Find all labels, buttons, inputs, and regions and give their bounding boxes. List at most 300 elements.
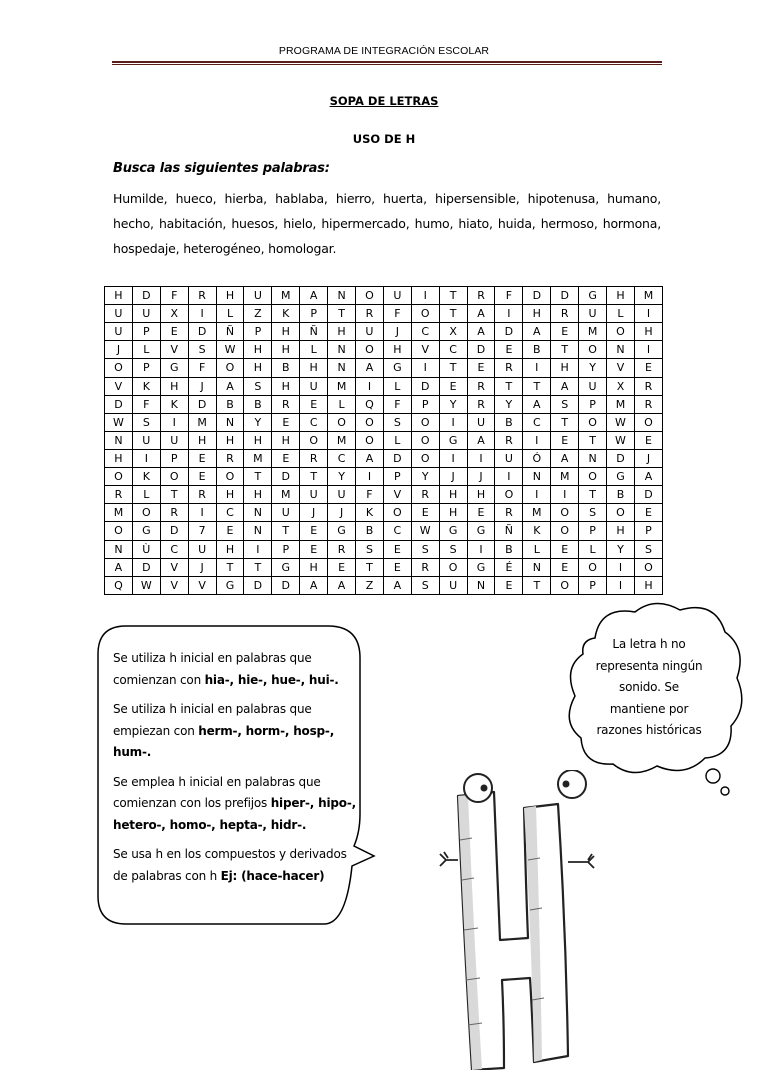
grid-cell: R [216,449,244,467]
grid-cell: B [523,341,551,359]
grid-cell: L [579,540,607,558]
grid-cell: P [132,359,160,377]
grid-cell: R [467,395,495,413]
grid-cell: T [495,377,523,395]
grid-cell: R [411,486,439,504]
grid-cell: U [300,377,328,395]
grid-cell: I [439,449,467,467]
grid-cell: J [188,558,216,576]
grid-cell: N [607,341,635,359]
grid-cell: F [383,395,411,413]
grid-cell: I [244,540,272,558]
grid-cell: O [105,522,133,540]
grid-cell: U [160,431,188,449]
grid-cell: O [356,431,384,449]
grid-cell: H [216,287,244,305]
grid-cell: A [467,305,495,323]
grid-cell: O [579,341,607,359]
grid-cell: R [467,287,495,305]
grid-cell: G [160,359,188,377]
grid-cell: Q [105,576,133,594]
grid-cell: E [495,576,523,594]
grid-cell: Y [411,468,439,486]
grid-cell: G [216,576,244,594]
grid-cell: Ñ [495,522,523,540]
grid-cell: A [551,377,579,395]
grid-cell: N [105,540,133,558]
grid-cell: M [272,287,300,305]
grid-cell: T [551,341,579,359]
grid-cell: S [411,576,439,594]
grid-cell: R [272,395,300,413]
grid-cell: O [495,486,523,504]
grid-cell: C [523,413,551,431]
grid-cell: J [467,468,495,486]
grid-cell: O [356,287,384,305]
grid-cell: D [105,395,133,413]
grid-cell: I [523,359,551,377]
grid-cell: M [634,287,662,305]
grid-cell: E [188,468,216,486]
grid-cell: I [439,413,467,431]
grid-cell: O [216,359,244,377]
grid-cell: H [300,558,328,576]
grid-cell: H [328,323,356,341]
grid-cell: A [467,431,495,449]
grid-cell: S [439,540,467,558]
grid-cell: C [439,341,467,359]
grid-cell: U [132,305,160,323]
grid-cell: Y [579,359,607,377]
grid-cell: O [551,522,579,540]
grid-cell: O [411,431,439,449]
grid-cell: J [328,504,356,522]
grid-cell: B [495,540,523,558]
grid-cell: R [328,540,356,558]
grid-cell: S [634,540,662,558]
grid-cell: A [300,287,328,305]
grid-cell: O [411,413,439,431]
grid-cell: P [300,305,328,323]
grid-cell: G [607,468,635,486]
grid-cell: F [132,395,160,413]
grid-cell: E [160,323,188,341]
grid-cell: L [216,305,244,323]
grid-cell: Q [356,395,384,413]
grid-cell: I [634,305,662,323]
grid-cell: I [356,468,384,486]
grid-row [105,468,663,486]
grid-cell: O [411,305,439,323]
grid-cell: R [300,449,328,467]
grid-cell: H [272,431,300,449]
grid-cell: A [356,449,384,467]
grid-row [105,486,663,504]
grid-cell: A [523,323,551,341]
grid-row [105,359,663,377]
grid-cell: A [105,558,133,576]
grid-cell: H [551,359,579,377]
grid-cell: E [467,359,495,377]
grid-cell: S [132,413,160,431]
grid-cell: U [188,540,216,558]
grid-cell: E [328,558,356,576]
grid-cell: E [551,540,579,558]
grid-cell: U [579,377,607,395]
grid-cell: U [105,323,133,341]
grid-cell: J [300,504,328,522]
grid-cell: Ó [523,449,551,467]
grid-cell: O [105,468,133,486]
grid-cell: U [467,413,495,431]
grid-cell: H [300,359,328,377]
grid-cell: H [439,504,467,522]
grid-cell: B [356,522,384,540]
grid-cell: M [328,431,356,449]
grid-cell: E [634,359,662,377]
grid-cell: T [356,558,384,576]
grid-cell: L [523,540,551,558]
grid-cell: R [551,305,579,323]
grid-cell: O [551,576,579,594]
grid-cell: T [300,468,328,486]
grid-cell: G [132,522,160,540]
grid-cell: L [607,305,635,323]
grid-cell: M [579,323,607,341]
grid-cell: N [328,341,356,359]
grid-cell: R [495,504,523,522]
grid-cell: E [551,431,579,449]
grid-cell: O [551,504,579,522]
grid-cell: S [579,504,607,522]
grid-cell: H [272,341,300,359]
grid-cell: U [439,576,467,594]
grid-cell: O [579,413,607,431]
grid-cell: G [467,522,495,540]
grid-cell: T [523,377,551,395]
grid-cell: E [467,504,495,522]
grid-cell: 7 [188,522,216,540]
grid-cell: Ñ [216,323,244,341]
grid-cell: E [272,413,300,431]
grid-cell: Z [244,305,272,323]
grid-cell: K [160,395,188,413]
grid-cell: E [551,558,579,576]
grid-cell: K [523,522,551,540]
grid-cell: T [439,287,467,305]
grid-cell: Y [244,413,272,431]
grid-cell: I [188,504,216,522]
grid-cell: E [383,558,411,576]
grid-cell: P [411,395,439,413]
grid-cell: Y [607,540,635,558]
grid-cell: I [467,540,495,558]
grid-cell: O [300,431,328,449]
grid-cell: H [105,449,133,467]
grid-cell: D [132,287,160,305]
grid-cell: F [383,305,411,323]
word-search-grid [104,286,663,595]
grid-row [105,449,663,467]
grid-cell: U [244,287,272,305]
grid-cell: N [328,359,356,377]
grid-cell: B [495,413,523,431]
grid-cell: H [272,377,300,395]
grid-cell: O [105,359,133,377]
grid-cell: V [160,576,188,594]
grid-cell: L [132,486,160,504]
grid-cell: D [272,576,300,594]
grid-cell: H [244,359,272,377]
grid-cell: C [216,504,244,522]
grid-cell: C [160,540,188,558]
grid-cell: V [383,486,411,504]
grid-row [105,413,663,431]
grid-cell: R [356,305,384,323]
grid-cell: G [439,431,467,449]
grid-cell: S [244,377,272,395]
grid-cell: O [411,449,439,467]
grid-cell: E [495,341,523,359]
grid-cell: E [411,504,439,522]
grid-cell: O [160,468,188,486]
grid-cell: A [328,576,356,594]
grid-cell: E [300,395,328,413]
grid-cell: A [551,449,579,467]
grid-cell: P [383,468,411,486]
grid-cell: P [579,576,607,594]
grid-cell: F [160,287,188,305]
grid-cell: D [188,395,216,413]
grid-cell: Z [356,576,384,594]
grid-cell: T [439,359,467,377]
grid-cell: O [607,323,635,341]
grid-cell: T [160,486,188,504]
grid-cell: H [244,431,272,449]
grid-cell: G [579,287,607,305]
grid-cell: X [607,377,635,395]
grid-cell: C [300,413,328,431]
grid-cell: H [216,540,244,558]
grid-cell: I [411,287,439,305]
grid-cell: H [383,341,411,359]
grid-cell: T [551,413,579,431]
grid-row [105,540,663,558]
grid-cell: E [634,431,662,449]
grid-cell: H [523,305,551,323]
grid-cell: S [411,540,439,558]
grid-cell: M [272,486,300,504]
grid-cell: N [523,468,551,486]
grid-cell: D [495,323,523,341]
grid-cell: D [160,522,188,540]
grid-cell: D [551,287,579,305]
grid-cell: S [551,395,579,413]
grid-cell: T [579,486,607,504]
grid-cell: Y [495,395,523,413]
grid-cell: I [607,576,635,594]
grid-cell: D [467,341,495,359]
grid-cell: O [607,504,635,522]
grid-cell: I [160,413,188,431]
grid-cell: R [495,431,523,449]
grid-cell: F [188,359,216,377]
grid-cell: I [607,558,635,576]
grid-cell: L [383,431,411,449]
grid-cell: T [244,558,272,576]
grid-cell: É [495,558,523,576]
bubble-text [113,648,358,895]
grid-cell: U [300,486,328,504]
grid-cell: H [272,323,300,341]
grid-cell: O [634,413,662,431]
grid-cell: N [523,558,551,576]
grid-cell: U [495,449,523,467]
grid-cell: L [383,377,411,395]
grid-cell: C [383,522,411,540]
grid-cell: W [132,576,160,594]
grid-cell: A [383,576,411,594]
grid-cell: I [634,341,662,359]
letter-h-character [420,770,620,1070]
grid-cell: T [579,431,607,449]
grid-cell: G [439,522,467,540]
grid-cell: N [328,287,356,305]
grid-cell: R [634,377,662,395]
grid-cell: D [132,558,160,576]
grid-cell: U [383,287,411,305]
grid-cell: F [495,287,523,305]
grid-cell: P [272,540,300,558]
grid-cell: E [383,540,411,558]
grid-cell: M [188,413,216,431]
grid-cell: D [607,449,635,467]
grid-cell: C [411,323,439,341]
grid-cell: J [383,323,411,341]
grid-cell: F [356,486,384,504]
grid-cell: P [160,449,188,467]
grid-cell: T [244,468,272,486]
grid-cell: H [244,341,272,359]
grid-cell: D [383,449,411,467]
grid-cell: C [328,449,356,467]
grid-cell: R [188,287,216,305]
grid-cell: I [551,486,579,504]
grid-cell: W [607,431,635,449]
grid-cell: Ñ [300,323,328,341]
grid-cell: L [300,341,328,359]
grid-cell: I [467,449,495,467]
page-subtitle: USO DE H [352,132,416,146]
grid-cell: T [439,305,467,323]
grid-cell: R [411,558,439,576]
grid-cell: I [411,359,439,377]
grid-cell: B [272,359,300,377]
grid-cell: P [579,395,607,413]
grid-cell: A [216,377,244,395]
grid-cell: A [300,576,328,594]
grid-row [105,558,663,576]
grid-cell: U [579,305,607,323]
grid-cell: D [523,287,551,305]
grid-cell: V [160,341,188,359]
grid-cell: N [579,449,607,467]
grid-cell: E [272,449,300,467]
grid-cell: N [216,413,244,431]
grid-cell: B [244,395,272,413]
grid-cell: G [467,558,495,576]
grid-cell: K [132,468,160,486]
grid-cell: A [634,468,662,486]
grid-cell: O [439,558,467,576]
grid-cell: D [411,377,439,395]
grid-cell: N [467,576,495,594]
grid-row [105,323,663,341]
grid-row [105,576,663,594]
grid-cell: L [328,395,356,413]
grid-cell: R [105,486,133,504]
grid-cell: V [105,377,133,395]
rule-4: Se usa h en los compuestos y derivados de palabras con h Ej: (hace-hacer) [113,847,347,883]
grid-cell: V [188,576,216,594]
grid-cell: I [523,486,551,504]
grid-cell: V [411,341,439,359]
grid-cell: B [607,486,635,504]
grid-cell: O [383,504,411,522]
grid-row [105,341,663,359]
grid-cell: U [105,305,133,323]
header-rule-thin [112,64,662,65]
grid-cell: K [356,504,384,522]
grid-cell: N [244,504,272,522]
grid-cell: H [244,486,272,504]
page-title: SOPA DE LETRAS [329,94,439,108]
grid-cell: Y [328,468,356,486]
grid-cell: E [300,522,328,540]
grid-cell: O [356,341,384,359]
grid-cell: E [634,504,662,522]
grid-cell: I [495,468,523,486]
grid-cell: H [105,287,133,305]
grid-cell: D [244,576,272,594]
grid-cell: O [579,558,607,576]
grid-cell: J [634,449,662,467]
grid-cell: H [188,431,216,449]
grid-row [105,431,663,449]
grid-cell: O [132,504,160,522]
grid-cell: W [411,522,439,540]
grid-row [105,377,663,395]
grid-cell: S [188,341,216,359]
grid-cell: D [272,468,300,486]
grid-cell: W [105,413,133,431]
grid-cell: M [551,468,579,486]
grid-cell: G [383,359,411,377]
grid-cell: I [356,377,384,395]
grid-cell: I [132,449,160,467]
grid-row [105,287,663,305]
grid-cell: J [439,468,467,486]
grid-cell: M [244,449,272,467]
grid-cell: R [160,504,188,522]
grid-cell: H [607,287,635,305]
grid-cell: J [188,377,216,395]
grid-cell: K [132,377,160,395]
grid-cell: O [634,558,662,576]
grid-cell: R [467,377,495,395]
grid-cell: D [188,323,216,341]
grid-cell: H [467,486,495,504]
